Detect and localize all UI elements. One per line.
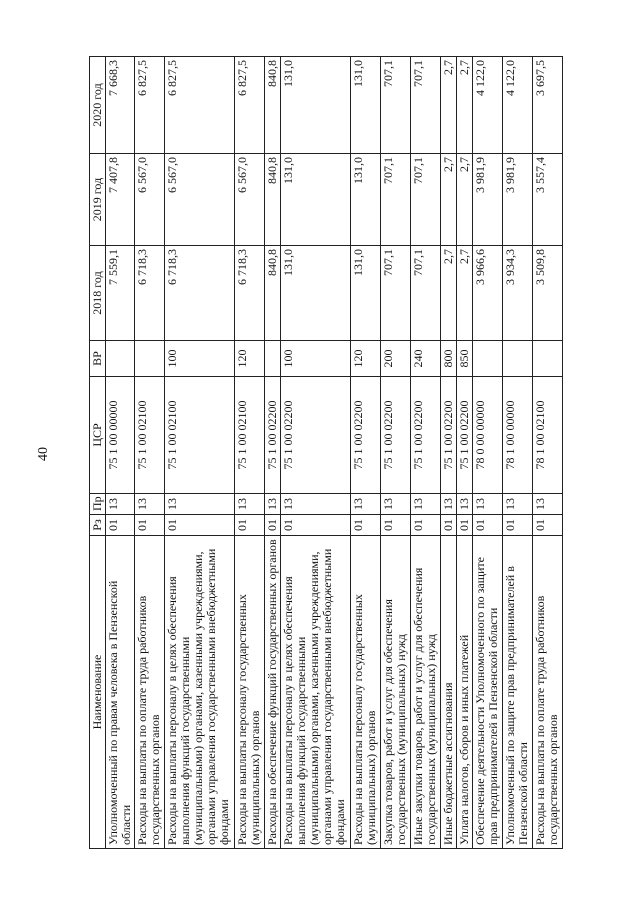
row-vr [503,341,533,377]
row-2018: 707,1 [411,246,441,341]
row-2020: 2,7 [457,57,473,154]
row-2018: 7 559,1 [106,246,135,341]
table-row [503,57,533,849]
row-2019: 131,0 [351,154,381,246]
row-name: Расходы на выплаты по оплате труда работников государственных органов [533,536,563,849]
row-name: Расходы на выплаты персоналу в целях обеспечения выполнения функций государственными (муниципальными) органами, казенными учреждениями, органами управления государственными внебюджетными фондами [281,536,351,849]
row-2019: 840,8 [265,154,281,246]
row-pr: 13 [235,494,265,515]
row-2018: 131,0 [351,246,381,341]
row-rz: 01 [135,515,165,536]
row-2020: 6 827,5 [135,57,165,154]
row-rz: 01 [235,515,265,536]
row-pr: 13 [411,494,441,515]
row-rz: 01 [473,515,503,536]
header-2020: 2020 год [90,57,106,154]
row-csr: 78 1 00 00000 [503,377,533,494]
table-row [457,57,473,849]
table-row [235,57,265,849]
row-vr: 850 [457,341,473,377]
row-2020: 840,8 [265,57,281,154]
header-csr: ЦСР [90,377,106,494]
row-rz: 01 [165,515,235,536]
row-vr [533,341,563,377]
row-2019: 3 981,9 [473,154,503,246]
row-name: Иные бюджетные ассигнования [441,536,457,849]
row-2018: 3 966,6 [473,246,503,341]
row-rz: 01 [441,515,457,536]
row-csr: 75 1 00 02200 [351,377,381,494]
row-2018: 2,7 [441,246,457,341]
row-csr: 75 1 00 02200 [265,377,281,494]
row-pr: 13 [441,494,457,515]
row-vr: 120 [235,341,265,377]
table-row [351,57,381,849]
header-rz: Рз [90,515,106,536]
row-rz: 01 [106,515,135,536]
row-2019: 6 567,0 [165,154,235,246]
row-2018: 707,1 [381,246,411,341]
row-name: Уплата налогов, сборов и иных платежей [457,536,473,849]
row-name: Закупка товаров, работ и услуг для обеспечения государственных (муниципальных) нужд [381,536,411,849]
row-pr: 13 [473,494,503,515]
row-vr [135,341,165,377]
row-csr: 75 1 00 02100 [235,377,265,494]
row-vr [106,341,135,377]
row-name: Расходы на выплаты персоналу в целях обеспечения выполнения функций государственными (муниципальными) органами, казенными учреждениями, органами управления государственными внебюджетными фондами [165,536,235,849]
row-rz: 01 [281,515,351,536]
row-csr: 75 1 00 02100 [165,377,235,494]
row-pr: 13 [281,494,351,515]
header-name: Наименование [90,536,106,849]
row-2019: 6 567,0 [135,154,165,246]
row-pr: 13 [533,494,563,515]
row-name: Уполномоченный по правам человека в Пензенской области [106,536,135,849]
row-csr: 75 1 00 02100 [135,377,165,494]
table-row [381,57,411,849]
row-name: Уполномоченный по защите прав предпринимателей в Пензенской области [503,536,533,849]
table-row [533,57,563,849]
budget-table [89,56,563,849]
row-2020: 131,0 [281,57,351,154]
row-2019: 6 567,0 [235,154,265,246]
table-row [135,57,165,849]
row-2020: 3 697,5 [533,57,563,154]
row-2020: 707,1 [381,57,411,154]
row-name: Расходы на выплаты персоналу государственных (муниципальных) органов [351,536,381,849]
table-row [106,57,135,849]
row-pr: 13 [457,494,473,515]
budget-table-rotated [89,57,563,849]
row-pr: 13 [265,494,281,515]
row-2020: 707,1 [411,57,441,154]
row-name: Расходы на выплаты по оплате труда работников государственных органов [135,536,165,849]
row-rz: 01 [381,515,411,536]
row-vr: 200 [381,341,411,377]
row-2018: 6 718,3 [165,246,235,341]
row-csr: 75 1 00 02200 [457,377,473,494]
table-header-row [90,57,106,849]
row-name: Обеспечение деятельности Уполномоченного по защите прав предпринимателей в Пензенской области [473,536,503,849]
row-rz: 01 [457,515,473,536]
row-csr: 75 1 00 00000 [106,377,135,494]
row-2019: 131,0 [281,154,351,246]
row-vr [265,341,281,377]
row-csr: 78 1 00 02100 [533,377,563,494]
row-rz: 01 [265,515,281,536]
row-pr: 13 [503,494,533,515]
header-vr: ВР [90,341,106,377]
row-csr: 78 0 00 00000 [473,377,503,494]
header-2018: 2018 год [90,246,106,341]
header-pr: Пр [90,494,106,515]
row-pr: 13 [106,494,135,515]
row-name: Расходы на обеспечение функций государственных органов [265,536,281,849]
table-row [411,57,441,849]
table-row [441,57,457,849]
row-pr: 13 [351,494,381,515]
row-vr [473,341,503,377]
row-2018: 6 718,3 [135,246,165,341]
table-row [165,57,235,849]
row-csr: 75 1 00 02200 [441,377,457,494]
table-row [473,57,503,849]
row-2019: 7 407,8 [106,154,135,246]
row-2020: 6 827,5 [235,57,265,154]
page-number: 40 [36,447,51,461]
row-2020: 4 122,0 [503,57,533,154]
row-2018: 3 509,8 [533,246,563,341]
row-pr: 13 [381,494,411,515]
row-2019: 2,7 [441,154,457,246]
row-csr: 75 1 00 02200 [381,377,411,494]
row-csr: 75 1 00 02200 [281,377,351,494]
row-2019: 3 981,9 [503,154,533,246]
row-2019: 707,1 [411,154,441,246]
row-2019: 2,7 [457,154,473,246]
row-2019: 707,1 [381,154,411,246]
row-rz: 01 [503,515,533,536]
row-2020: 131,0 [351,57,381,154]
row-name: Расходы на выплаты персоналу государственных (муниципальных) органов [235,536,265,849]
row-name: Иные закупки товаров, работ и услуг для обеспечения государственных (муниципальных) нужд [411,536,441,849]
row-2018: 6 718,3 [235,246,265,341]
row-pr: 13 [135,494,165,515]
row-2020: 4 122,0 [473,57,503,154]
row-vr: 100 [165,341,235,377]
row-2020: 6 827,5 [165,57,235,154]
row-2020: 7 668,3 [106,57,135,154]
header-2019: 2019 год [90,154,106,246]
row-rz: 01 [533,515,563,536]
row-vr: 100 [281,341,351,377]
row-2020: 2,7 [441,57,457,154]
row-vr: 800 [441,341,457,377]
row-rz: 01 [351,515,381,536]
row-vr: 240 [411,341,441,377]
table-row [265,57,281,849]
row-csr: 75 1 00 02200 [411,377,441,494]
row-2018: 131,0 [281,246,351,341]
row-vr: 120 [351,341,381,377]
row-2018: 3 934,3 [503,246,533,341]
row-2018: 2,7 [457,246,473,341]
row-rz: 01 [411,515,441,536]
row-2019: 3 557,4 [533,154,563,246]
table-row [281,57,351,849]
row-2018: 840,8 [265,246,281,341]
row-pr: 13 [165,494,235,515]
